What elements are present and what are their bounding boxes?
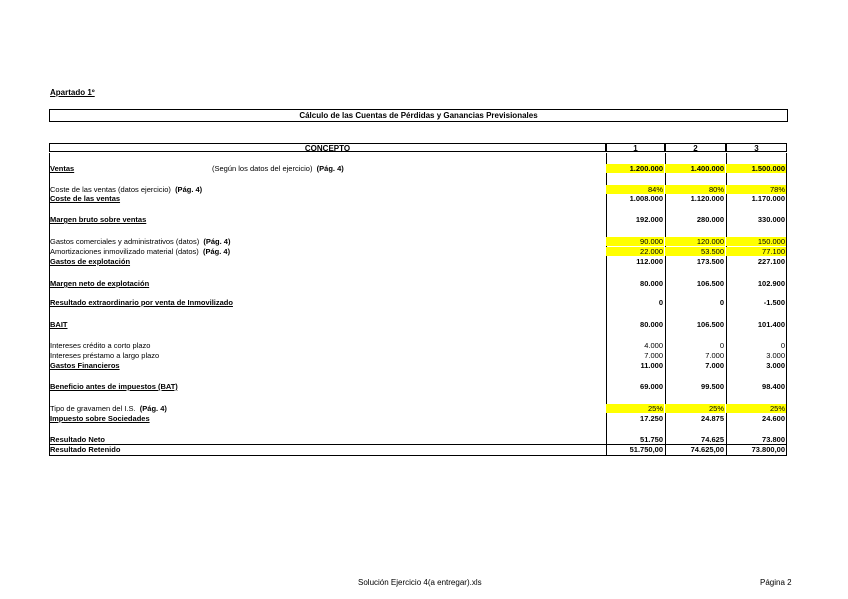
- table-row: [50, 361, 786, 370]
- value-cell-year-3: 78%: [726, 185, 786, 194]
- value-cell-year-1: 90.000: [606, 237, 664, 246]
- page-reference: (Pág. 4): [139, 404, 167, 413]
- value-cell-year-3: -1.500: [763, 298, 785, 307]
- page-reference: (Pág. 4): [203, 237, 231, 246]
- row-label: [50, 404, 167, 413]
- page-reference: (Pág. 4): [316, 164, 344, 173]
- value-cell-year-3: 1.170.000: [751, 194, 785, 203]
- table-row: [50, 194, 786, 203]
- value-cell-year-1: 80.000: [640, 279, 663, 288]
- value-cell-year-3: 102.900: [757, 279, 785, 288]
- value-cell-year-2: 1.400.000: [665, 164, 725, 173]
- table-row: [50, 320, 786, 329]
- row-label-text: Margen neto de explotación: [50, 279, 150, 288]
- table-row: [50, 247, 786, 256]
- report-title: Cálculo de las Cuentas de Pérdidas y Ganancias Previsionales: [49, 109, 788, 122]
- value-cell-year-2: 1.120.000: [690, 194, 724, 203]
- table-row: [50, 164, 786, 173]
- value-cell-year-2: 74.625: [701, 435, 724, 444]
- row-label: [50, 185, 202, 194]
- header-concepto: CONCEPTO: [49, 143, 606, 152]
- table-border-right: [786, 153, 787, 455]
- row-label-text: Beneficio antes de impuestos (BAT): [50, 382, 178, 391]
- row-label-text: Gastos comerciales y administrativos (datos): [50, 237, 200, 246]
- value-cell-year-1: 22.000: [606, 247, 664, 256]
- row-source-note: [212, 164, 344, 173]
- row-label: [50, 247, 230, 256]
- table-row: [50, 445, 786, 454]
- value-cell-year-3: 73.800,00: [751, 445, 785, 454]
- value-cell-year-3: 3.000: [766, 351, 785, 360]
- row-label: [50, 341, 150, 350]
- value-cell-year-1: 112.000: [636, 257, 663, 266]
- row-label: [50, 435, 105, 444]
- value-cell-year-1: 51.750,00: [629, 445, 663, 454]
- row-label-text: Margen bruto sobre ventas: [50, 215, 147, 224]
- row-label: [50, 215, 146, 224]
- value-cell-year-1: 4.000: [644, 341, 663, 350]
- value-cell-year-1: 192.000: [635, 215, 663, 224]
- row-label: [50, 279, 149, 288]
- row-label: [50, 320, 68, 329]
- row-label: [50, 414, 150, 423]
- row-label: [50, 382, 178, 391]
- row-label: [50, 237, 230, 246]
- row-label: [50, 298, 233, 307]
- footer-filename: Solución Ejercicio 4(a entregar).xls: [358, 578, 482, 587]
- value-cell-year-1: 7.000: [644, 351, 663, 360]
- value-cell-year-1: 0: [658, 298, 663, 307]
- row-label-text: Gastos de explotación: [50, 257, 131, 266]
- value-cell-year-2: 74.625,00: [690, 445, 724, 454]
- table-row: [50, 257, 786, 266]
- row-label-text: Intereses crédito a corto plazo: [50, 341, 151, 350]
- row-label: [50, 164, 74, 173]
- source-note-text: (Según los datos del ejercicio): [212, 164, 313, 173]
- value-cell-year-1: 69.000: [640, 382, 663, 391]
- row-label-text: BAIT: [50, 320, 68, 329]
- value-cell-year-3: 3.000: [766, 361, 785, 370]
- value-cell-year-3: 98.400: [762, 382, 785, 391]
- value-cell-year-3: 330.000: [757, 215, 785, 224]
- page-reference: (Pág. 4): [202, 247, 231, 256]
- table-row: [50, 237, 786, 246]
- value-cell-year-3: 227.100: [757, 257, 785, 266]
- header-col-1: 1: [606, 143, 665, 152]
- row-label-text: Coste de las ventas (datos ejercicio): [50, 185, 171, 194]
- value-cell-year-1: 1.200.000: [606, 164, 664, 173]
- header-col-3: 3: [726, 143, 787, 152]
- value-cell-year-1: 17.250: [640, 414, 663, 423]
- row-label-text: Tipo de gravamen del I.S.: [50, 404, 136, 413]
- value-cell-year-3: 150.000: [726, 237, 786, 246]
- value-cell-year-2: 106.500: [696, 279, 724, 288]
- header-col-2: 2: [665, 143, 726, 152]
- table-row: [50, 414, 786, 423]
- row-label-text: Coste de las ventas: [50, 194, 121, 203]
- row-label: [50, 351, 159, 360]
- value-cell-year-1: 51.750: [640, 435, 663, 444]
- value-cell-year-3: 0: [780, 341, 785, 350]
- value-cell-year-3: 24.600: [762, 414, 785, 423]
- value-cell-year-2: 25%: [665, 404, 725, 413]
- table-row: [50, 185, 786, 194]
- row-label-text: Impuesto sobre Sociedades: [50, 414, 150, 423]
- value-cell-year-2: 53.500: [665, 247, 725, 256]
- table-row: [50, 435, 786, 444]
- value-cell-year-2: 0: [719, 341, 724, 350]
- value-cell-year-2: 99.500: [701, 382, 724, 391]
- row-label-text: Ventas: [50, 164, 75, 173]
- row-label-text: Amortizaciones inmovilizado material (datos): [50, 247, 199, 256]
- value-cell-year-2: 80%: [665, 185, 725, 194]
- value-cell-year-3: 77.100: [726, 247, 786, 256]
- table-row: [50, 404, 786, 413]
- value-cell-year-1: 1.008.000: [629, 194, 663, 203]
- row-label: [50, 194, 120, 203]
- value-cell-year-2: 0: [719, 298, 724, 307]
- table-row: [50, 382, 786, 391]
- table-row: [50, 298, 786, 307]
- value-cell-year-3: 101.400: [757, 320, 785, 329]
- row-label-text: Gastos Financieros: [50, 361, 120, 370]
- row-label-text: Resultado extraordinario por venta de Inmovilizado: [50, 298, 233, 307]
- table-row: [50, 341, 786, 350]
- value-cell-year-3: 73.800: [762, 435, 785, 444]
- table-row: [50, 215, 786, 224]
- value-cell-year-1: 80.000: [640, 320, 663, 329]
- value-cell-year-1: 84%: [606, 185, 664, 194]
- value-cell-year-2: 106.500: [696, 320, 724, 329]
- row-label: [50, 445, 120, 454]
- value-cell-year-2: 7.000: [705, 361, 724, 370]
- value-cell-year-2: 173.500: [696, 257, 724, 266]
- value-cell-year-2: 7.000: [705, 351, 724, 360]
- table-row: [50, 279, 786, 288]
- page-reference: (Pág. 4): [175, 185, 203, 194]
- footer-page-number: Página 2: [760, 578, 792, 587]
- value-cell-year-2: 280.000: [696, 215, 724, 224]
- value-cell-year-1: 25%: [606, 404, 664, 413]
- row-label-text: Resultado Neto: [50, 435, 106, 444]
- row-label-text: Intereses préstamo a largo plazo: [50, 351, 160, 360]
- value-cell-year-2: 24.875: [701, 414, 724, 423]
- row-label: [50, 361, 120, 370]
- row-label: [50, 257, 130, 266]
- value-cell-year-3: 1.500.000: [726, 164, 786, 173]
- value-cell-year-3: 25%: [726, 404, 786, 413]
- section-heading: Apartado 1º: [50, 88, 95, 97]
- value-cell-year-2: 120.000: [665, 237, 725, 246]
- row-label-text: Resultado Retenido: [50, 445, 121, 454]
- table-row: [50, 351, 786, 360]
- value-cell-year-1: 11.000: [640, 361, 663, 370]
- table-rule-lower: [49, 455, 787, 456]
